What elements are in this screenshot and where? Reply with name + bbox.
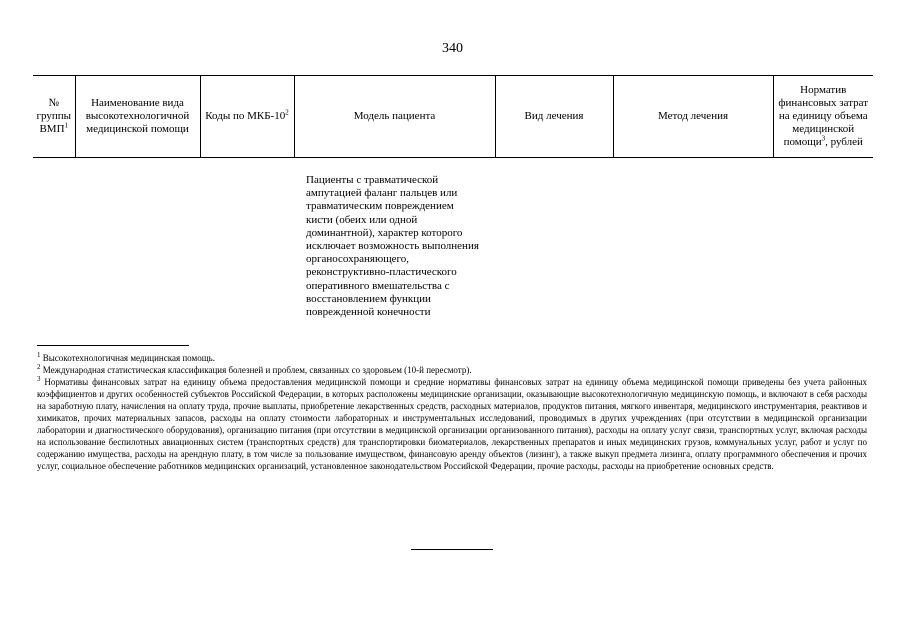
end-separator [411,549,493,550]
column-header-treatment-type: Вид лечения [495,76,613,158]
column-header-group-number: № группы ВМП$^1$ [33,76,75,158]
patient-model-cell [306,174,506,319]
patient-model-line: ампутацией фаланг пальцев или [306,187,458,200]
patient-model-line: восстановлением функции [306,292,431,305]
patient-model-line: Пациенты с травматической [306,174,439,186]
patient-model-line: органосохраняющего, [306,253,410,266]
footnote-2: $^2$ Международная статистическая классификация болезней и проблем, связанных со здоровьем (10-й пересмотр). [37,363,472,375]
patient-model-line: поврежденной конечности [306,306,431,319]
footnotes [37,352,867,472]
patient-model-line: доминантной), характер которого [306,226,463,239]
footnote-separator [37,345,189,346]
footnote-1: $^1$ Высокотехнологичная медицинская помощь. [37,351,215,363]
column-header-treatment-method: Метод лечения [613,76,773,158]
patient-model-line: исключает возможность выполнения [306,240,479,253]
footnote-3: $^3$ Нормативы финансовых затрат на единицу объема предоставления медицинской помощи и средние нормативы финансовых затрат на единицу объема медицинской помощи приведены без учета районных коэффициентов и других особенностей субъектов Российской Федерации, в которых расположены медицинские организации, оказывающие высокотехнологичную медицинскую помощь, и включают в себя расходы на заработную плату, начисления на оплату труда, прочие выплаты, приобретение лекарственных средств, расходных материалов, продуктов питания, мягкого инвентаря, медицинского инструментария, реактивов и химикатов, прочих материальных запасов, расходы на оплату стоимости лабораторных и инструментальных исследований, проводимых в других учреждениях (при отсутствии в медицинской организации лаборатории и диагностического оборудования), организацию питания (при отсутствии в медицинской организации организованного питания), расходы на оплату услуг связи, транспортных услуг, включая расходы на использование беспилотных авиационных систем (транспортных средств) для транспортировки биоматериалов, лекарственных препаратов и иных медицинских грузов, коммунальных услуг, работ и услуг по содержанию имущества, расходы на арендную плату, в том числе за пользование имуществом, финансовую аренду объектов (лизинг), а также выкуп предмета лизинга, оплату программного обеспечения и прочих услуг, социальное обеспечение работников медицинских организаций, установленное законодательством Российской Федерации, прочие расходы, расходы на приобретение основных средств. [37,375,867,471]
column-header-type-name: Наименование вида высокотехнологичной медицинской помощи [75,76,200,158]
column-header-patient-model: Модель пациента [294,76,495,158]
column-header-icd-codes: Коды по МКБ-$10^2$ [200,76,294,158]
patient-model-line: реконструктивно-пластического [306,266,457,279]
page-number: 340 [442,41,463,56]
patient-model-line: оперативного вмешательства с [306,279,450,292]
table-header [33,75,873,158]
patient-model-line: кисти (обеих или одной [306,213,418,226]
column-header-cost-standard: Норматив финансовых затрат на единицу объема медицинской помощи$^3$, рублей [773,76,873,158]
patient-model-line: травматическим повреждением [306,200,454,213]
